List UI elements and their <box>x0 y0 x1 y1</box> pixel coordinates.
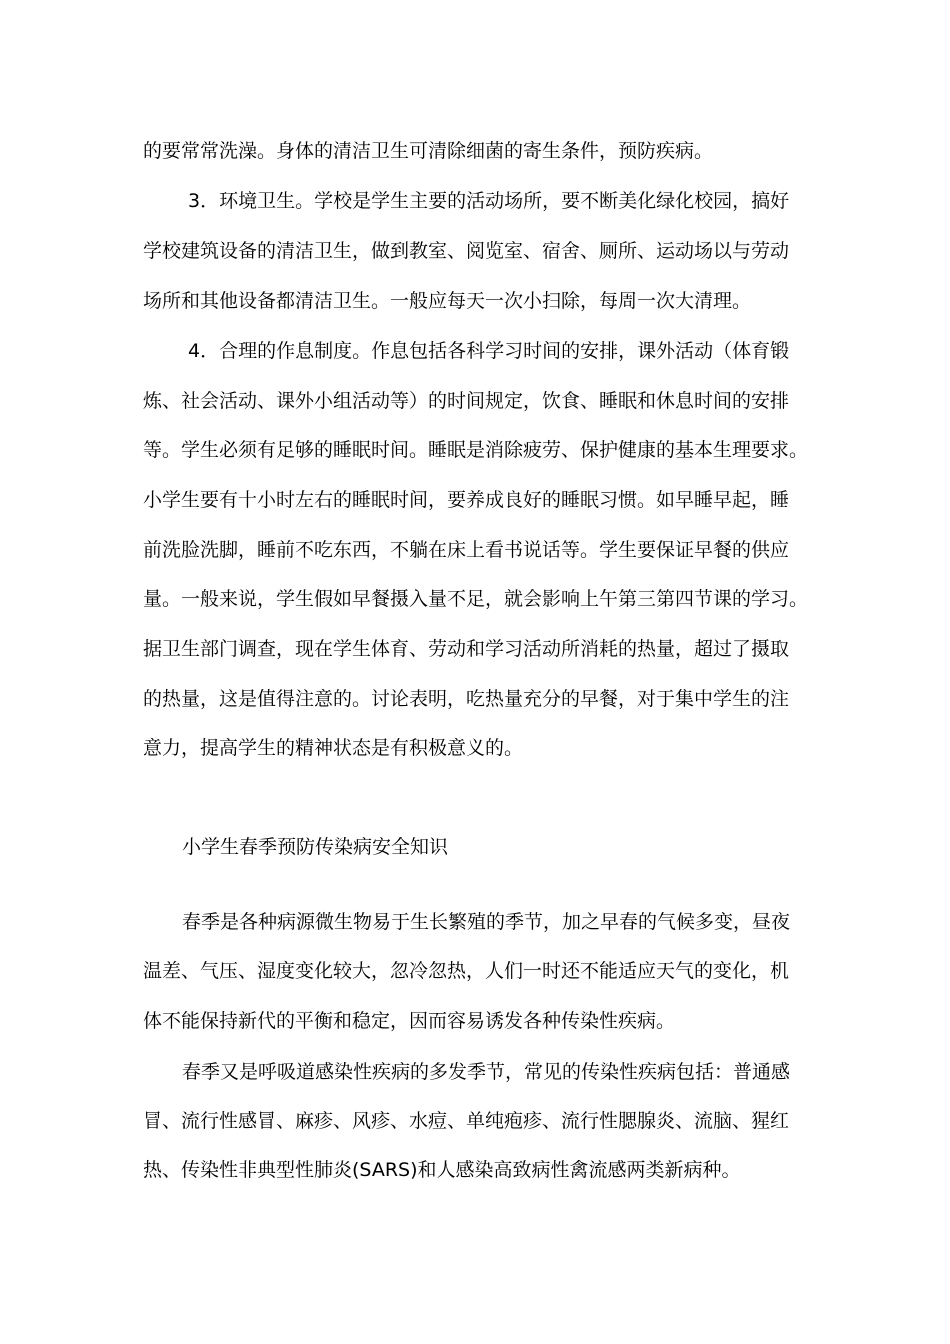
paragraph-line: 春季又是呼吸道感染性疾病的多发季节，常见的传染性疾病包括：普通感 <box>182 1061 791 1083</box>
paragraph-line: 量。一般来说，学生假如早餐摄入量不足，就会影响上午第三第四节课的学习。 <box>143 588 809 610</box>
paragraph-line: 小学生要有十小时左右的睡眠时间，要养成良好的睡眠习惯。如早睡早起，睡 <box>143 489 790 511</box>
paragraph-line: 冒、流行性感冒、麻疹、风疹、水痘、单纯疱疹、流行性腮腺炎、流脑、猩红 <box>143 1110 790 1132</box>
paragraph-line: 温差、气压、湿度变化较大，忽冷忽热，人们一时还不能适应天气的变化，机 <box>143 960 790 982</box>
paragraph-line: 热、传染性非典型性肺炎(SARS)和人感染高致病性禽流感两类新病种。 <box>143 1159 741 1181</box>
paragraph-line: 意力，提高学生的精神状态是有积极意义的。 <box>143 737 524 759</box>
paragraph-line: 体不能保持新代的平衡和稳定，因而容易诱发各种传染性疾病。 <box>143 1010 676 1032</box>
paragraph-line: 据卫生部门调查，现在学生体育、劳动和学习活动所消耗的热量，超过了摄取 <box>143 638 790 660</box>
paragraph-line: 的热量，这是值得注意的。讨论表明，吃热量充分的早餐，对于集中学生的注 <box>143 688 790 710</box>
paragraph-line: 春季是各种病源微生物易于生长繁殖的季节，加之早春的气候多变，昼夜 <box>182 911 791 933</box>
paragraph-line: 3．环境卫生。学校是学生主要的活动场所，要不断美化绿化校园，搞好 <box>188 190 790 212</box>
paragraph-line: 学校建筑设备的清洁卫生，做到教室、阅览室、宿舍、厕所、运动场以与劳动 <box>143 240 790 262</box>
paragraph-line: 炼、社会活动、课外小组活动等）的时间规定，饮食、睡眠和休息时间的安排 <box>143 390 790 412</box>
paragraph-line: 前洗脸洗脚，睡前不吃东西，不躺在床上看书说话等。学生要保证早餐的供应 <box>143 539 790 561</box>
section-heading: 小学生春季预防传染病安全知识 <box>182 836 449 858</box>
paragraph-line: 场所和其他设备都清洁卫生。一般应每天一次小扫除，每周一次大清理。 <box>143 290 752 312</box>
paragraph-line: 的要常常洗澡。身体的清洁卫生可清除细菌的寄生条件，预防疾病。 <box>143 140 714 162</box>
paragraph-line: 4．合理的作息制度。作息包括各科学习时间的安排，课外活动（体育锻 <box>188 340 790 362</box>
paragraph-line: 等。学生必须有足够的睡眠时间。睡眠是消除疲劳、保护健康的基本生理要求。 <box>143 439 809 461</box>
